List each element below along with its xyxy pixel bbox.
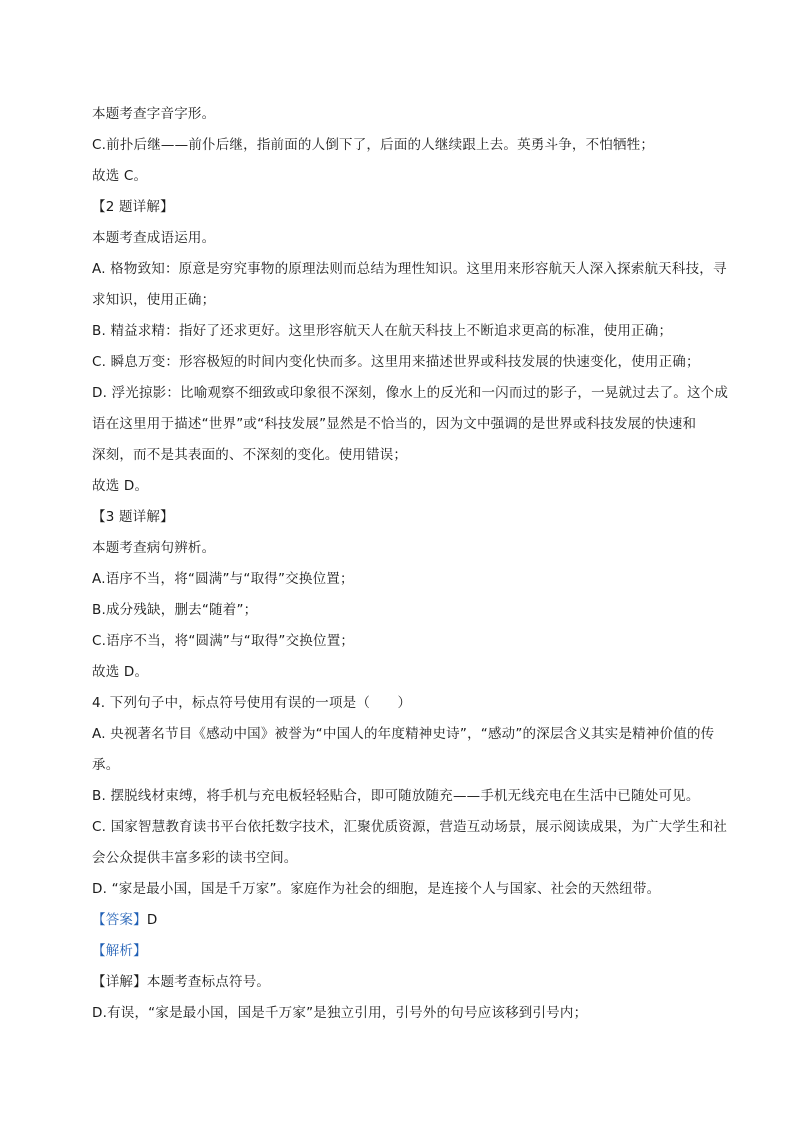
text-line: D. 浮光掠影：比喻观察不细致或印象很不深刻，像水上的反光和一闪而过的影子，一晃就过去了。这个成	[92, 385, 729, 401]
text-line: B.成分残缺，删去“随着”；	[92, 602, 258, 618]
text-line: A. 格物致知：原意是穷究事物的原理法则而总结为理性知识。这里用来形容航天人深入探索航天科技，寻	[92, 261, 727, 277]
text-line: 故选 D。	[92, 478, 149, 494]
text-line: 本题考查病句辨析。	[92, 540, 216, 556]
text-line: 语在这里用于描述“世界”或“科技发展”显然是不恰当的，因为文中强调的是世界或科技发展的快速和	[92, 416, 697, 432]
analysis-label: 【解析】	[92, 943, 147, 959]
text-line: 故选 C。	[92, 168, 148, 184]
option-a-continued: 承。	[92, 757, 120, 773]
text-line: 深刻，而不是其表面的、不深刻的变化。使用错误；	[92, 447, 408, 463]
text-line: C. 瞬息万变：形容极短的时间内变化快而多。这里用来描述世界或科技发展的快速变化，使用正确；	[92, 354, 700, 370]
text-line: 故选 D。	[92, 664, 149, 680]
option-d: D. “家是最小国，国是千万家”。家庭作为社会的细胞，是连接个人与国家、社会的天然纽带。	[92, 881, 661, 897]
option-c-continued: 会公众提供丰富多彩的读书空间。	[92, 850, 298, 866]
text-line: 本题考查成语运用。	[92, 230, 216, 246]
answer-label: 【答案】	[92, 912, 147, 928]
text-line: 本题考查字音字形。	[92, 106, 216, 122]
section-heading: 【2 题详解】	[92, 199, 174, 215]
text-line: B. 精益求精：指好了还求更好。这里形容航天人在航天科技上不断追求更高的标准，使用正确；	[92, 323, 673, 339]
text-line: 求知识，使用正确；	[92, 292, 216, 308]
detail-text: 本题考查标点符号。	[146, 974, 271, 990]
detail-line	[92, 972, 722, 992]
text-line: C.前扑后继——前仆后继，指前面的人倒下了，后面的人继续跟上去。英勇斗争，不怕牺牲；	[92, 137, 655, 153]
detail-label: 【详解】	[92, 974, 147, 990]
section-heading: 【3 题详解】	[92, 509, 174, 525]
answer-value: D	[146, 912, 158, 928]
text-line: C.语序不当，将“圆满”与“取得”交换位置；	[92, 633, 355, 649]
answer-line	[92, 910, 722, 930]
question-stem: 4. 下列句子中，标点符号使用有误的一项是（ ）	[92, 695, 412, 711]
text-line: A.语序不当，将“圆满”与“取得”交换位置；	[92, 571, 354, 587]
text-line: D.有误，“家是最小国，国是千万家”是独立引用，引号外的句号应该移到引号内；	[92, 1005, 588, 1021]
option-c: C. 国家智慧教育读书平台依托数字技术，汇聚优质资源，营造互动场景，展示阅读成果，为广大学生和社	[92, 819, 728, 835]
option-a: A. 央视著名节目《感动中国》被誉为“中国人的年度精神史诗”，“感动”的深层含义其实是精神价值的传	[92, 726, 715, 742]
option-b: B. 摆脱线材束缚，将手机与充电板轻轻贴合，即可随放随充——手机无线充电在生活中已随处可见。	[92, 788, 700, 804]
